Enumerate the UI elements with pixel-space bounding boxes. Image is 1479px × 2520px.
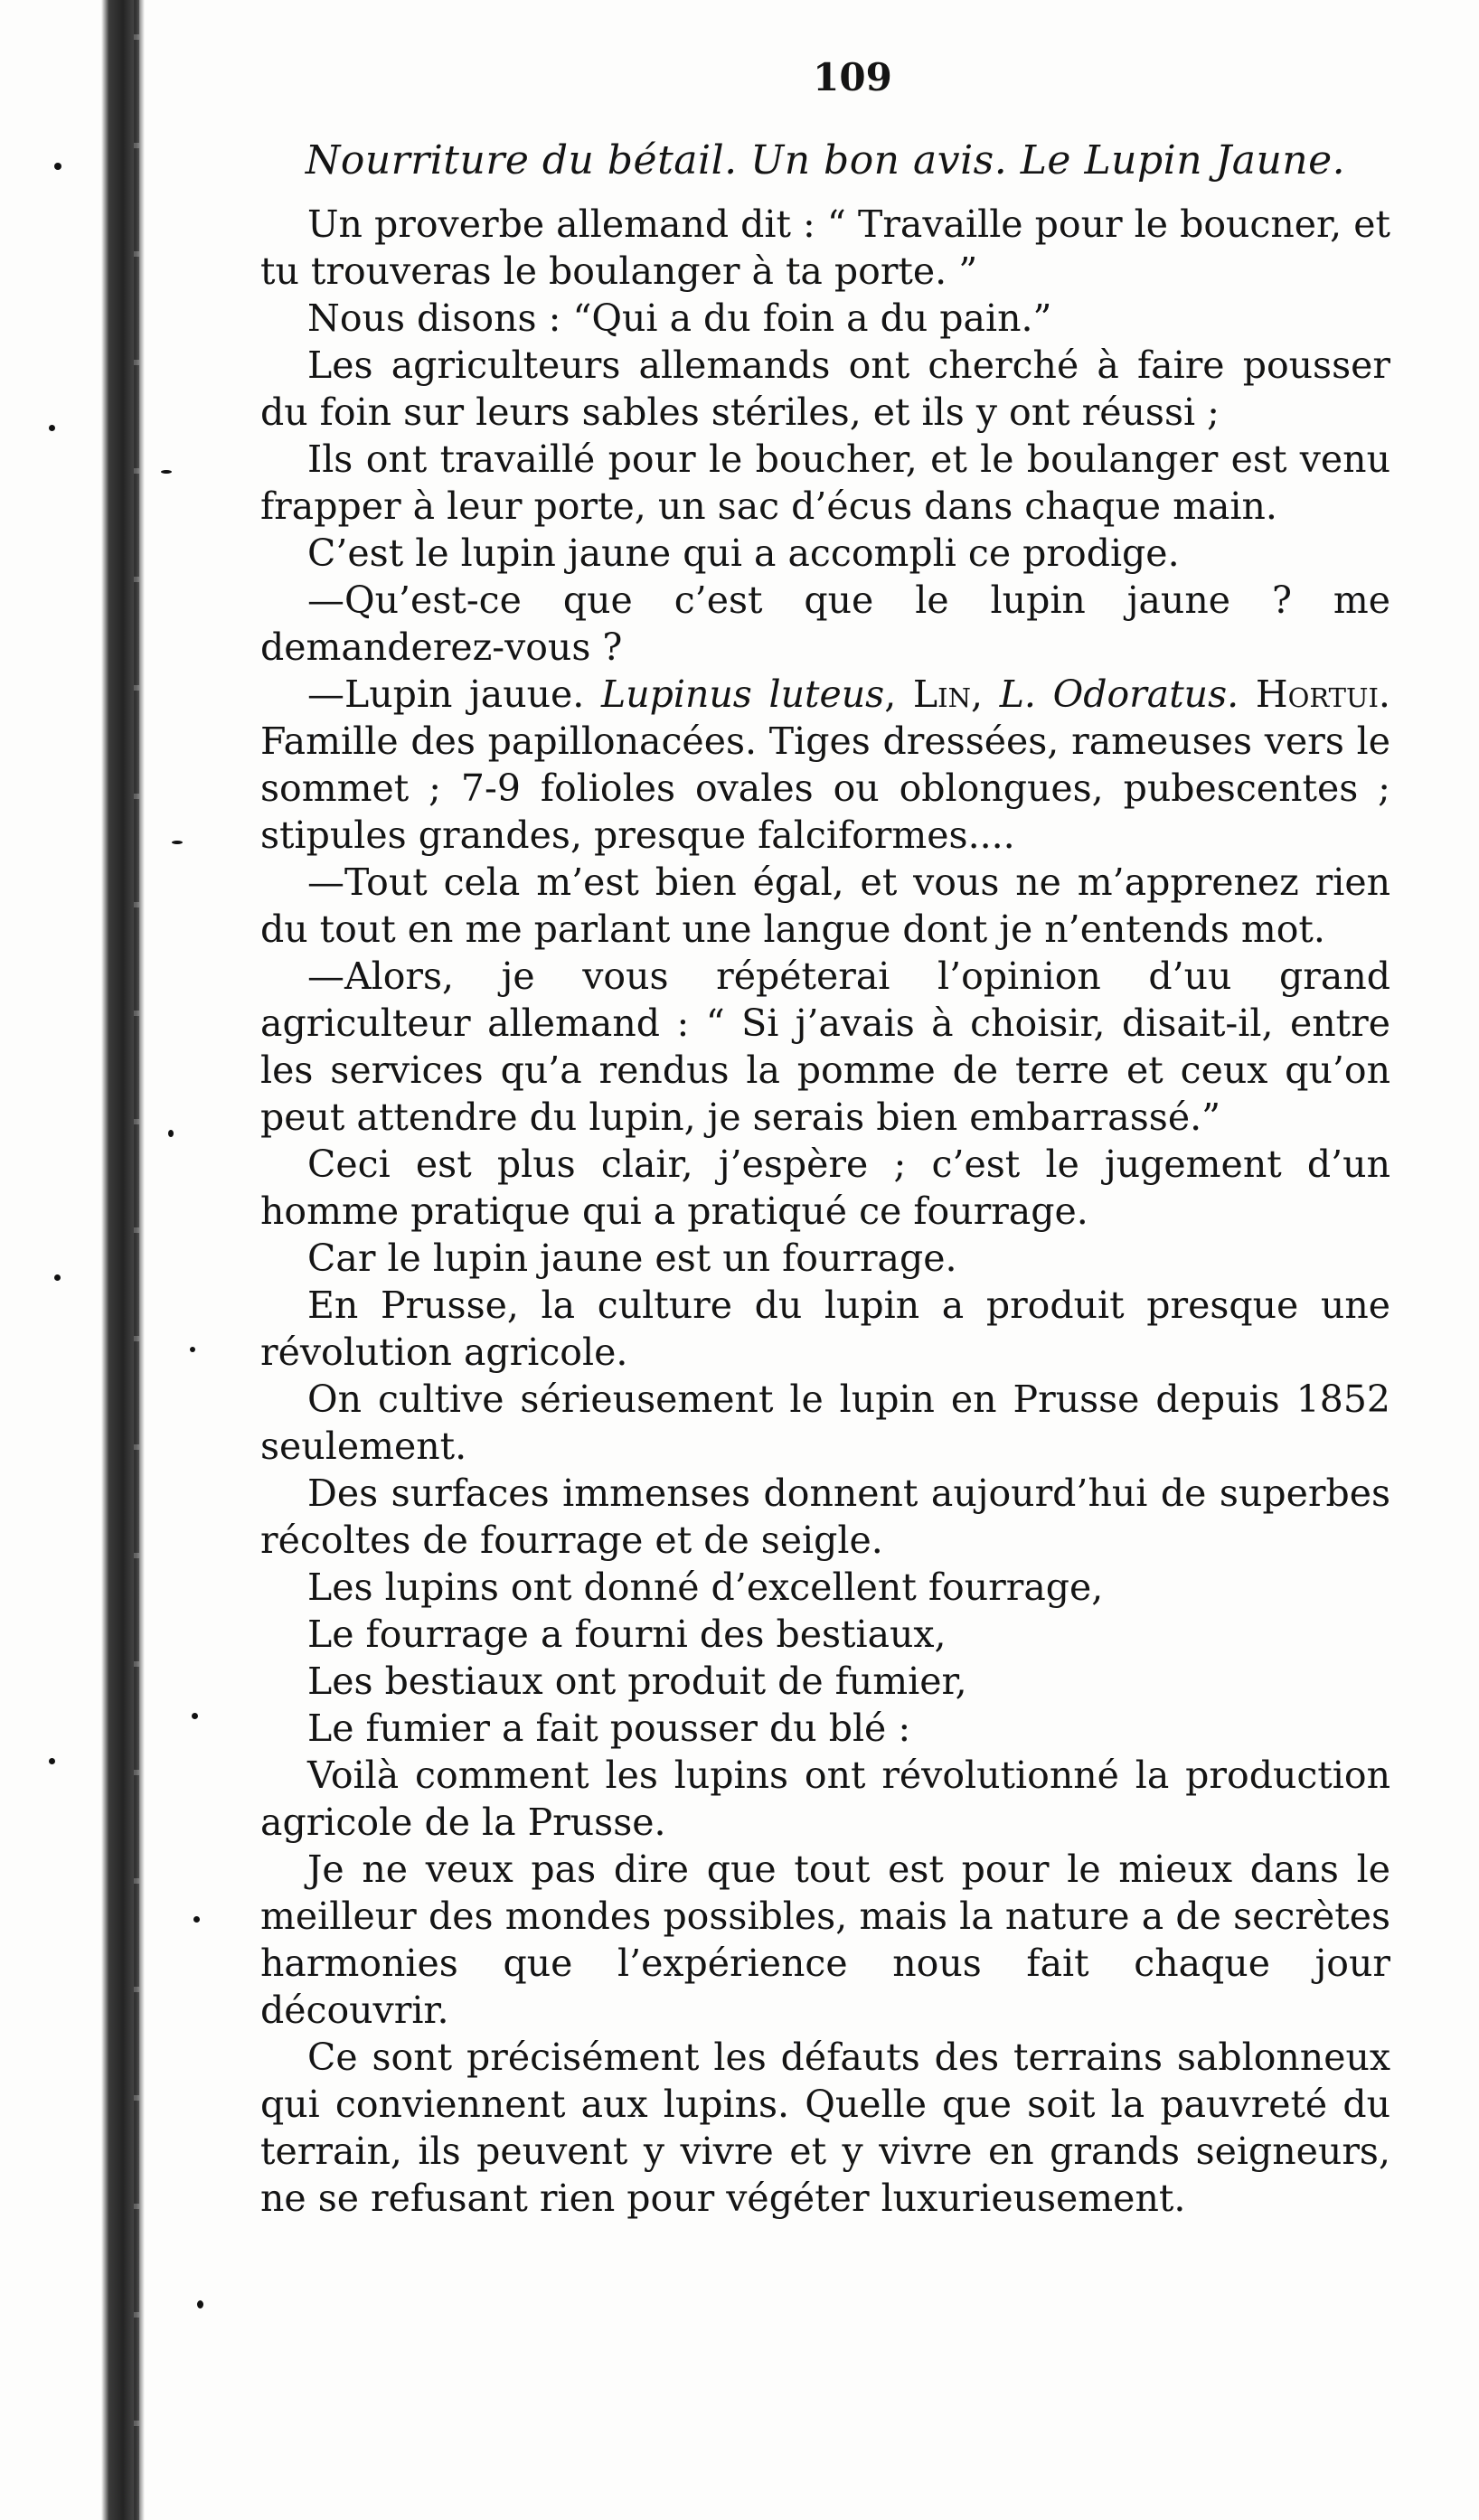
scan-speck [190,1347,195,1352]
botanical-description: . Famille des papillonacées. Tiges dressées, rameuses vers le sommet ; 7-9 folioles ovales ou oblongues, pubescentes ; stipules grandes, presque falciformes.... [260,672,1390,857]
section-title: Nourriture du bétail. Un bon avis. Le Lupin Jaune. [305,137,1346,183]
scan-speck [168,1130,174,1137]
scan-speck [54,1274,61,1281]
paragraph: Les agriculteurs allemands ont cherché à faire pousser du foin sur leurs sables stériles, et ils y ont réussi ; [260,343,1390,434]
paragraph: —Tout cela m’est bien égal, et vous ne m’apprenez rien du tout en me parlant une langue dont je n’entends mot. [260,860,1390,951]
scan-speck [161,470,172,474]
scan-speck [54,163,61,170]
botanical-paragraph [260,671,1390,859]
book-spine-edge [134,0,139,2520]
paragraph: Un proverbe allemand dit : “ Travaille pour le boucner, et tu trouveras le boulanger à ta porte. ” [260,202,1390,293]
scan-speck [49,1758,55,1764]
botanical-lead: —Lupin jauue. [307,672,601,716]
paragraph: —Qu’est-ce que c’est que le lupin jaune ? me demanderez-vous ? [260,578,1390,669]
synonym: L. Odoratus. [999,672,1239,716]
page-text [260,54,1390,2222]
paragraph: Nous disons : “Qui a du foin a du pain.” [307,296,1052,340]
paragraph: Ils ont travaillé pour le boucher, et le boulanger est venu frapper à leur porte, un sac d’écus dans chaque main. [260,437,1390,528]
source: Hortui [1255,672,1379,716]
paragraph: Car le lupin jaune est un fourrage. [307,1236,957,1280]
verse-line: Le fumier a fait pousser du blé : [307,1707,911,1750]
scan-speck [172,841,183,844]
paragraph: On cultive sérieusement le lupin en Prusse depuis 1852 seulement. [260,1378,1390,1468]
separator: , [884,672,913,716]
paragraph: Je ne veux pas dire que tout est pour le mieux dans le meilleur des mondes possibles, mais la nature a de secrètes harmonies que l’expérience nous fait chaque jour découvrir. [260,1848,1390,2032]
page-number: 109 [813,55,892,99]
verse-line: Les lupins ont donné d’excellent fourrage, [307,1566,1104,1609]
paragraph: Ceci est plus clair, j’espère ; c’est le jugement d’un homme pratique qui a pratiqué ce fourrage. [260,1142,1390,1233]
authority: Lin [912,672,971,716]
verse-line: Les bestiaux ont produit de fumier, [307,1660,967,1703]
latin-name: Lupinus luteus [601,672,885,716]
verse-line: Le fourrage a fourni des bestiaux, [307,1613,947,1656]
paragraph: En Prusse, la culture du lupin a produit presque une révolution agricole. [260,1284,1390,1374]
separator: , [970,672,1000,716]
paragraph: C’est le lupin jaune qui a accompli ce prodige. [307,531,1180,575]
paragraph: —Alors, je vous répéterai l’opinion d’uu grand agriculteur allemand : “ Si j’avais à choisir, disait-il, entre les services qu’a rendus la pomme de terre et ceux qu’on peut attendre du lupin, je serais bien embarrassé.” [260,954,1390,1139]
scan-speck [197,2300,203,2308]
scan-speck [49,425,55,431]
paragraph: Ce sont précisément les défauts des terrains sablonneux qui conviennent aux lupins. Quelle que soit la pauvreté du terrain, ils peuvent y vivre et y vivre en grands seigneurs, ne se refusant rien pour végéter luxurieusement. [260,2036,1390,2220]
paragraph: Des surfaces immenses donnent aujourd’hui de superbes récoltes de fourrage et de seigle. [260,1472,1390,1562]
paragraph: Voilà comment les lupins ont révolutionné la production agricole de la Prusse. [260,1754,1390,1844]
scan-speck [192,1713,198,1719]
scan-speck [193,1916,200,1923]
separator [1239,672,1256,716]
